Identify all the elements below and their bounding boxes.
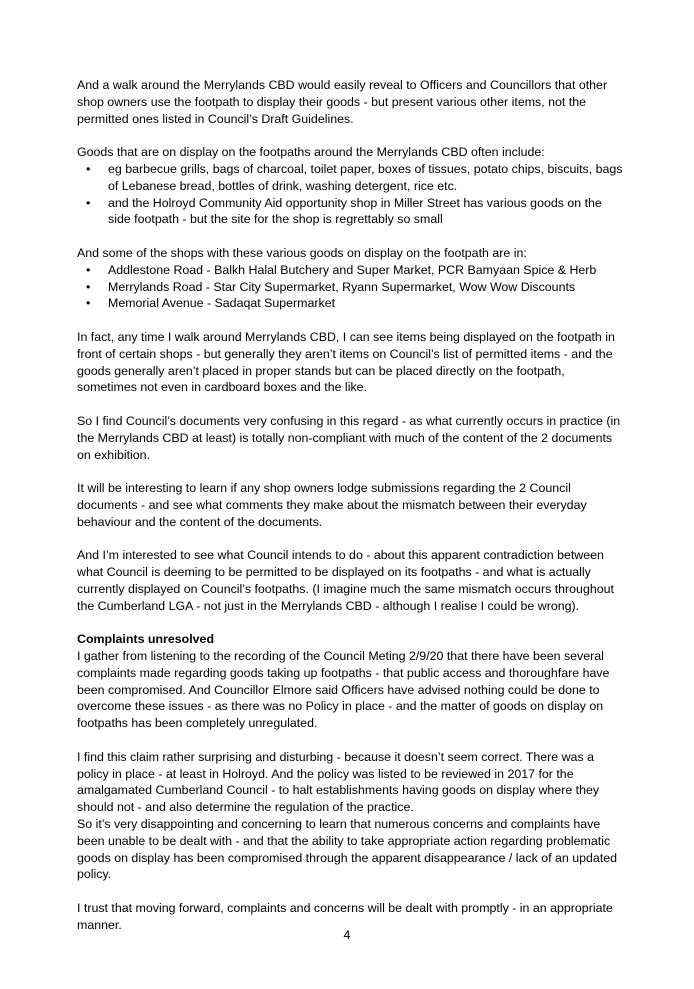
bullet-icon: • bbox=[86, 262, 91, 277]
list-item-text: Merrylands Road - Star City Supermarket, Ryann Supermarket, Wow Wow Discounts bbox=[108, 279, 576, 294]
paragraph: And a walk around the Merrylands CBD would easily reveal to Officers and Councillors that other shop owners use the footpath to display their goods - but present various other items, not the permitted ones listed in Council’s Draft Guidelines. bbox=[77, 78, 608, 126]
paragraph: I gather from listening to the recording of the Council Meting 2/9/20 that there have been several complaints made regarding goods taking up footpaths - that public access and thoroughfare have been compromised. And Councillor Elmore said Officers have advised nothing could be done to overcome these issues - as there was no Policy in place - and the matter of goods on display on footpaths has been completely unregulated. bbox=[77, 649, 610, 731]
shops-list bbox=[77, 262, 629, 312]
list-item bbox=[77, 279, 629, 296]
list-item-text: and the Holroyd Community Aid opportunity shop in Miller Street has various goods on the side footpath - but the site for the shop is regrettably so small bbox=[108, 195, 602, 227]
paragraph: And some of the shops with these various goods on display on the footpath are in: bbox=[77, 245, 527, 260]
paragraph: Goods that are on display on the footpaths around the Merrylands CBD often include: bbox=[77, 145, 545, 160]
list-item bbox=[77, 161, 629, 195]
bullet-icon: • bbox=[86, 195, 91, 210]
page-number: 4 bbox=[343, 928, 351, 942]
goods-list bbox=[77, 161, 629, 228]
section-heading: Complaints unresolved bbox=[77, 632, 215, 647]
paragraph: So it’s very disappointing and concerning to learn that numerous concerns and complaints have been unable to be dealt with - and that the ability to take appropriate action regarding problematic goods on display has been compromised through the apparent disappearance / lack of an updated policy. bbox=[77, 817, 618, 882]
bullet-icon: • bbox=[86, 161, 91, 176]
bullet-icon: • bbox=[86, 296, 91, 311]
paragraph: It will be interesting to learn if any shop owners lodge submissions regarding the 2 Council documents - and see what comments they make about the mismatch between their everyday behaviour and the content of the documents. bbox=[77, 481, 587, 529]
list-item-text: Memorial Avenue - Sadaqat Supermarket bbox=[108, 296, 336, 311]
paragraph: I find this claim rather surprising and disturbing - because it doesn’t seem correct. There was a policy in place - at least in Holroyd. And the policy was listed to be reviewed in 2017 for the amalgamated Cumberland Council - to halt establishments having goods on display where they should not - and also determine the regulation of the practice. bbox=[77, 749, 600, 815]
list-item-text: Addlestone Road - Balkh Halal Butchery and Super Market, PCR Bamyaan Spice & Herb bbox=[108, 262, 597, 277]
list-item bbox=[77, 295, 629, 312]
paragraph: In fact, any time I walk around Merrylands CBD, I can see items being displayed on the footpath in front of certain shops - but generally they aren’t items on Council’s list of permitted items - and the goods generally aren’t placed in proper stands but can be placed directly on the footpath, sometimes not even in cardboard boxes and the like. bbox=[77, 329, 615, 395]
document-page bbox=[77, 77, 629, 934]
bullet-icon: • bbox=[86, 279, 91, 294]
list-item bbox=[77, 195, 629, 229]
paragraph: So I find Council’s documents very confusing in this regard - as what currently occurs in practice (in the Merrylands CBD at least) is totally non-compliant with much of the content of the 2 documents on exhibition. bbox=[77, 413, 621, 462]
paragraph: I trust that moving forward, complaints and concerns will be dealt with promptly - in an appropriate manner. bbox=[77, 901, 613, 932]
paragraph: And I’m interested to see what Council intends to do - about this apparent contradiction between what Council is deeming to be permitted to be displayed on its footpaths - and what is actually currently displayed on Council’s footpaths. (I imagine much the same mismatch occurs throughout the Cumberland LGA - not just in the Merrylands CBD - although I realise I could be wrong). bbox=[77, 548, 614, 613]
list-item-text: eg barbecue grills, bags of charcoal, toilet paper, boxes of tissues, potato chips, biscuits, bags of Lebanese bread, bottles of drink, washing detergent, rice etc. bbox=[108, 161, 623, 193]
list-item bbox=[77, 262, 629, 279]
